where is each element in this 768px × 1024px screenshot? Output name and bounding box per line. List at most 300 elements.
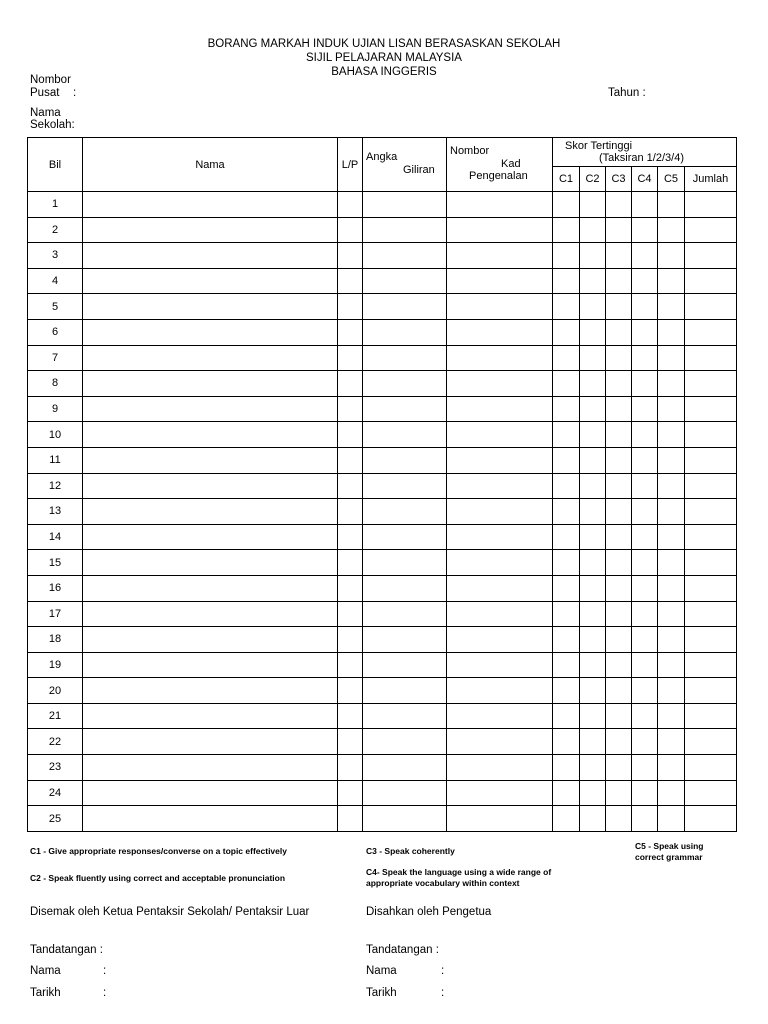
c2-cell[interactable] — [580, 447, 606, 473]
c5-cell[interactable] — [658, 524, 685, 550]
angka-giliran-cell[interactable] — [363, 192, 447, 218]
c1-cell[interactable] — [553, 371, 580, 397]
kad-pengenalan-cell[interactable] — [447, 729, 553, 755]
c3-cell[interactable] — [606, 422, 632, 448]
lp-cell[interactable] — [338, 550, 363, 576]
c5-cell[interactable] — [658, 217, 685, 243]
c1-cell[interactable] — [553, 422, 580, 448]
name-cell[interactable] — [83, 550, 338, 576]
c3-cell[interactable] — [606, 217, 632, 243]
jumlah-cell[interactable] — [685, 243, 737, 269]
row-number: 18 — [28, 627, 83, 653]
c4-cell[interactable] — [632, 371, 658, 397]
name-cell[interactable] — [83, 319, 338, 345]
lp-cell[interactable] — [338, 499, 363, 525]
row-number: 19 — [28, 652, 83, 678]
angka-giliran-cell[interactable] — [363, 755, 447, 781]
c1-cell[interactable] — [553, 473, 580, 499]
jumlah-cell[interactable] — [685, 371, 737, 397]
lp-cell[interactable] — [338, 678, 363, 704]
c3-cell[interactable] — [606, 755, 632, 781]
jumlah-cell[interactable] — [685, 652, 737, 678]
c5-cell[interactable] — [658, 319, 685, 345]
kad-pengenalan-cell[interactable] — [447, 294, 553, 320]
table-row — [28, 729, 737, 755]
lp-cell[interactable] — [338, 268, 363, 294]
lp-cell[interactable] — [338, 217, 363, 243]
c1-cell[interactable] — [553, 192, 580, 218]
c5-cell[interactable] — [658, 652, 685, 678]
jumlah-cell[interactable] — [685, 447, 737, 473]
c3-cell[interactable] — [606, 345, 632, 371]
angka-giliran-cell[interactable] — [363, 319, 447, 345]
c3-cell[interactable] — [606, 806, 632, 832]
c4-cell[interactable] — [632, 243, 658, 269]
c2-cell[interactable] — [580, 422, 606, 448]
lp-cell[interactable] — [338, 575, 363, 601]
c1-cell[interactable] — [553, 524, 580, 550]
c3-cell[interactable] — [606, 524, 632, 550]
kad-pengenalan-cell[interactable] — [447, 473, 553, 499]
c1-cell[interactable] — [553, 447, 580, 473]
jumlah-cell[interactable] — [685, 473, 737, 499]
c4-cell[interactable] — [632, 217, 658, 243]
kad-pengenalan-cell[interactable] — [447, 396, 553, 422]
jumlah-cell[interactable] — [685, 575, 737, 601]
row-number: 25 — [28, 806, 83, 832]
c1-cell[interactable] — [553, 294, 580, 320]
jumlah-cell[interactable] — [685, 422, 737, 448]
name-cell[interactable] — [83, 627, 338, 653]
name-cell[interactable] — [83, 473, 338, 499]
c5-cell[interactable] — [658, 703, 685, 729]
c2-cell[interactable] — [580, 703, 606, 729]
c3-cell[interactable] — [606, 243, 632, 269]
row-number: 22 — [28, 729, 83, 755]
row-number: 10 — [28, 422, 83, 448]
c4-cell[interactable] — [632, 192, 658, 218]
name-cell[interactable] — [83, 396, 338, 422]
c1-cell[interactable] — [553, 575, 580, 601]
kad-pengenalan-cell[interactable] — [447, 755, 553, 781]
pengenalan-label: Pengenalan — [469, 170, 528, 182]
form-title: BORANG MARKAH INDUK UJIAN LISAN BERASASKAN SEKOLAH — [207, 38, 561, 50]
c5-cell[interactable] — [658, 473, 685, 499]
right-name-colon: : — [441, 965, 445, 977]
angka-giliran-cell[interactable] — [363, 550, 447, 576]
c1-cell[interactable] — [553, 396, 580, 422]
c3-cell[interactable] — [606, 550, 632, 576]
kad-pengenalan-cell[interactable] — [447, 703, 553, 729]
right-date-colon: : — [441, 987, 445, 999]
c4-cell[interactable] — [632, 601, 658, 627]
c4-cell[interactable] — [632, 345, 658, 371]
c1-cell[interactable] — [553, 729, 580, 755]
giliran-label: Giliran — [403, 164, 435, 176]
c1-cell[interactable] — [553, 678, 580, 704]
name-cell[interactable] — [83, 243, 338, 269]
kad-pengenalan-cell[interactable] — [447, 806, 553, 832]
lp-cell[interactable] — [338, 371, 363, 397]
c5-cell[interactable] — [658, 780, 685, 806]
nombor-kad-label: Nombor — [450, 145, 490, 157]
jumlah-cell[interactable] — [685, 601, 737, 627]
c2-cell[interactable] — [580, 243, 606, 269]
c2-cell[interactable] — [580, 652, 606, 678]
lp-cell[interactable] — [338, 780, 363, 806]
c4-cell[interactable] — [632, 678, 658, 704]
name-cell[interactable] — [83, 499, 338, 525]
c3-cell[interactable] — [606, 601, 632, 627]
c3-cell[interactable] — [606, 678, 632, 704]
c5-cell[interactable] — [658, 192, 685, 218]
angka-giliran-cell[interactable] — [363, 524, 447, 550]
c2-cell[interactable] — [580, 319, 606, 345]
c4-cell[interactable] — [632, 780, 658, 806]
name-cell[interactable] — [83, 192, 338, 218]
lp-cell[interactable] — [338, 345, 363, 371]
table-row — [28, 192, 737, 218]
angka-giliran-cell[interactable] — [363, 447, 447, 473]
c5-cell[interactable] — [658, 447, 685, 473]
angka-giliran-cell[interactable] — [363, 729, 447, 755]
left-date-label: Tarikh — [30, 987, 61, 999]
angka-giliran-cell[interactable] — [363, 217, 447, 243]
kad-pengenalan-cell[interactable] — [447, 575, 553, 601]
angka-giliran-cell[interactable] — [363, 243, 447, 269]
name-cell[interactable] — [83, 217, 338, 243]
c2-cell[interactable] — [580, 806, 606, 832]
lp-cell[interactable] — [338, 755, 363, 781]
c5-cell[interactable] — [658, 729, 685, 755]
c4-cell[interactable] — [632, 652, 658, 678]
angka-giliran-cell[interactable] — [363, 806, 447, 832]
angka-giliran-cell[interactable] — [363, 652, 447, 678]
c5-cell[interactable] — [658, 755, 685, 781]
jumlah-cell[interactable] — [685, 268, 737, 294]
lp-cell[interactable] — [338, 473, 363, 499]
c3-cell[interactable] — [606, 780, 632, 806]
kad-pengenalan-cell[interactable] — [447, 243, 553, 269]
c2-cell[interactable] — [580, 780, 606, 806]
name-cell[interactable] — [83, 294, 338, 320]
jumlah-cell[interactable] — [685, 780, 737, 806]
angka-giliran-cell[interactable] — [363, 294, 447, 320]
c5-cell[interactable] — [658, 243, 685, 269]
c5-cell[interactable] — [658, 499, 685, 525]
c2-cell[interactable] — [580, 473, 606, 499]
c4-cell[interactable] — [632, 575, 658, 601]
form-subtitle: SIJIL PELAJARAN MALAYSIA — [306, 52, 462, 64]
angka-giliran-cell[interactable] — [363, 268, 447, 294]
c5-cell[interactable] — [658, 371, 685, 397]
c1-cell[interactable] — [553, 345, 580, 371]
lp-cell[interactable] — [338, 627, 363, 653]
row-number: 6 — [28, 319, 83, 345]
lp-cell[interactable] — [338, 396, 363, 422]
jumlah-cell[interactable] — [685, 396, 737, 422]
c1-cell[interactable] — [553, 550, 580, 576]
kad-pengenalan-cell[interactable] — [447, 780, 553, 806]
c1-cell[interactable] — [553, 652, 580, 678]
name-cell[interactable] — [83, 447, 338, 473]
c1-cell[interactable] — [553, 755, 580, 781]
angka-giliran-cell[interactable] — [363, 601, 447, 627]
jumlah-cell[interactable] — [685, 806, 737, 832]
c3-cell[interactable] — [606, 473, 632, 499]
c4-cell[interactable] — [632, 524, 658, 550]
c1-cell[interactable] — [553, 319, 580, 345]
angka-giliran-cell[interactable] — [363, 703, 447, 729]
c2-cell[interactable] — [580, 729, 606, 755]
criterion-c3: C3 - Speak coherently — [366, 846, 455, 856]
c4-cell[interactable] — [632, 473, 658, 499]
jumlah-cell[interactable] — [685, 627, 737, 653]
criterion-c5-line2: correct grammar — [635, 852, 703, 862]
c3-cell[interactable] — [606, 268, 632, 294]
kad-pengenalan-cell[interactable] — [447, 524, 553, 550]
lp-cell[interactable] — [338, 319, 363, 345]
c4-cell[interactable] — [632, 703, 658, 729]
c1-cell[interactable] — [553, 243, 580, 269]
c2-cell[interactable] — [580, 396, 606, 422]
c4-cell[interactable] — [632, 268, 658, 294]
lp-cell[interactable] — [338, 524, 363, 550]
c4-cell[interactable] — [632, 447, 658, 473]
row-number: 9 — [28, 396, 83, 422]
angka-giliran-cell[interactable] — [363, 575, 447, 601]
c3-cell[interactable] — [606, 499, 632, 525]
kad-pengenalan-cell[interactable] — [447, 217, 553, 243]
c2-cell[interactable] — [580, 524, 606, 550]
jumlah-cell[interactable] — [685, 294, 737, 320]
jumlah-cell[interactable] — [685, 729, 737, 755]
c4-cell[interactable] — [632, 294, 658, 320]
angka-giliran-cell[interactable] — [363, 780, 447, 806]
c4-cell[interactable] — [632, 422, 658, 448]
criterion-c4-line1: C4- Speak the language using a wide range of — [366, 867, 552, 877]
skor-title: Skor Tertinggi — [565, 140, 633, 152]
pusat-colon: : — [73, 87, 77, 99]
lp-cell[interactable] — [338, 447, 363, 473]
table-row — [28, 524, 737, 550]
c5-cell[interactable] — [658, 575, 685, 601]
c5-cell[interactable] — [658, 627, 685, 653]
c1-header: C1 — [553, 167, 580, 192]
row-number: 5 — [28, 294, 83, 320]
c2-cell[interactable] — [580, 601, 606, 627]
kad-pengenalan-cell[interactable] — [447, 371, 553, 397]
lp-cell[interactable] — [338, 192, 363, 218]
jumlah-cell[interactable] — [685, 192, 737, 218]
angka-giliran-cell[interactable] — [363, 396, 447, 422]
table-row — [28, 217, 737, 243]
c2-cell[interactable] — [580, 550, 606, 576]
c1-cell[interactable] — [553, 627, 580, 653]
table-row — [28, 345, 737, 371]
kad-pengenalan-cell[interactable] — [447, 652, 553, 678]
c1-cell[interactable] — [553, 268, 580, 294]
c2-cell[interactable] — [580, 217, 606, 243]
table-row — [28, 473, 737, 499]
lp-cell[interactable] — [338, 703, 363, 729]
angka-giliran-cell[interactable] — [363, 345, 447, 371]
name-cell[interactable] — [83, 345, 338, 371]
c3-cell[interactable] — [606, 447, 632, 473]
name-cell[interactable] — [83, 729, 338, 755]
c4-cell[interactable] — [632, 627, 658, 653]
c2-cell[interactable] — [580, 192, 606, 218]
c5-cell[interactable] — [658, 422, 685, 448]
angka-giliran-cell[interactable] — [363, 371, 447, 397]
jumlah-cell[interactable] — [685, 499, 737, 525]
angka-giliran-cell[interactable] — [363, 499, 447, 525]
kad-pengenalan-cell[interactable] — [447, 319, 553, 345]
table-row — [28, 319, 737, 345]
c2-cell[interactable] — [580, 294, 606, 320]
lp-cell[interactable] — [338, 652, 363, 678]
right-name-label: Nama — [366, 965, 397, 977]
lp-cell[interactable] — [338, 601, 363, 627]
lp-cell[interactable] — [338, 294, 363, 320]
c3-cell[interactable] — [606, 729, 632, 755]
kad-pengenalan-cell[interactable] — [447, 268, 553, 294]
c2-cell[interactable] — [580, 499, 606, 525]
c4-cell[interactable] — [632, 806, 658, 832]
c1-cell[interactable] — [553, 601, 580, 627]
kad-pengenalan-cell[interactable] — [447, 627, 553, 653]
name-cell[interactable] — [83, 371, 338, 397]
jumlah-cell[interactable] — [685, 703, 737, 729]
c1-cell[interactable] — [553, 703, 580, 729]
c5-cell[interactable] — [658, 396, 685, 422]
row-number: 20 — [28, 678, 83, 704]
lp-cell[interactable] — [338, 243, 363, 269]
row-number: 11 — [28, 447, 83, 473]
table-row — [28, 575, 737, 601]
c4-cell[interactable] — [632, 755, 658, 781]
c5-cell[interactable] — [658, 345, 685, 371]
name-cell[interactable] — [83, 422, 338, 448]
jumlah-cell[interactable] — [685, 319, 737, 345]
row-number: 24 — [28, 780, 83, 806]
c2-cell[interactable] — [580, 755, 606, 781]
c3-cell[interactable] — [606, 575, 632, 601]
left-name-label: Nama — [30, 965, 61, 977]
jumlah-cell[interactable] — [685, 524, 737, 550]
c2-cell[interactable] — [580, 345, 606, 371]
lp-cell[interactable] — [338, 806, 363, 832]
jumlah-cell[interactable] — [685, 550, 737, 576]
name-cell[interactable] — [83, 806, 338, 832]
c3-cell[interactable] — [606, 703, 632, 729]
c2-cell[interactable] — [580, 627, 606, 653]
angka-giliran-cell[interactable] — [363, 678, 447, 704]
table-row — [28, 447, 737, 473]
kad-pengenalan-cell[interactable] — [447, 192, 553, 218]
angka-giliran-cell[interactable] — [363, 627, 447, 653]
jumlah-cell[interactable] — [685, 755, 737, 781]
name-cell[interactable] — [83, 268, 338, 294]
c2-header: C2 — [580, 167, 606, 192]
table-row — [28, 371, 737, 397]
kad-pengenalan-cell[interactable] — [447, 499, 553, 525]
name-cell[interactable] — [83, 524, 338, 550]
nombor-label: Nombor — [30, 74, 71, 86]
c3-cell[interactable] — [606, 371, 632, 397]
row-number: 12 — [28, 473, 83, 499]
left-name-colon: : — [103, 965, 107, 977]
c5-cell[interactable] — [658, 601, 685, 627]
c1-cell[interactable] — [553, 217, 580, 243]
c4-cell[interactable] — [632, 729, 658, 755]
c2-cell[interactable] — [580, 678, 606, 704]
kad-pengenalan-cell[interactable] — [447, 601, 553, 627]
c4-cell[interactable] — [632, 499, 658, 525]
lp-cell[interactable] — [338, 729, 363, 755]
c5-cell[interactable] — [658, 678, 685, 704]
jumlah-cell[interactable] — [685, 345, 737, 371]
c5-header: C5 — [658, 167, 685, 192]
c2-cell[interactable] — [580, 371, 606, 397]
name-cell[interactable] — [83, 652, 338, 678]
c4-cell[interactable] — [632, 319, 658, 345]
tahun-label: Tahun : — [608, 87, 646, 99]
c4-cell[interactable] — [632, 396, 658, 422]
c5-cell[interactable] — [658, 268, 685, 294]
kad-pengenalan-cell[interactable] — [447, 422, 553, 448]
row-number: 16 — [28, 575, 83, 601]
criterion-c2: C2 - Speak fluently using correct and acceptable pronunciation — [30, 873, 286, 883]
kad-pengenalan-cell[interactable] — [447, 550, 553, 576]
c1-cell[interactable] — [553, 780, 580, 806]
c1-cell[interactable] — [553, 499, 580, 525]
jumlah-cell[interactable] — [685, 217, 737, 243]
c3-cell[interactable] — [606, 294, 632, 320]
row-number: 4 — [28, 268, 83, 294]
c5-cell[interactable] — [658, 550, 685, 576]
c3-cell[interactable] — [606, 627, 632, 653]
name-cell[interactable] — [83, 703, 338, 729]
lp-cell[interactable] — [338, 422, 363, 448]
c2-cell[interactable] — [580, 268, 606, 294]
jumlah-cell[interactable] — [685, 678, 737, 704]
form-subject: BAHASA INGGERIS — [331, 66, 437, 78]
name-cell[interactable] — [83, 755, 338, 781]
c3-cell[interactable] — [606, 652, 632, 678]
table-row — [28, 422, 737, 448]
c4-cell[interactable] — [632, 550, 658, 576]
angka-giliran-cell[interactable] — [363, 422, 447, 448]
name-cell[interactable] — [83, 678, 338, 704]
c1-cell[interactable] — [553, 806, 580, 832]
kad-pengenalan-cell[interactable] — [447, 678, 553, 704]
kad-pengenalan-cell[interactable] — [447, 345, 553, 371]
kad-pengenalan-cell[interactable] — [447, 447, 553, 473]
c3-cell[interactable] — [606, 192, 632, 218]
name-cell[interactable] — [83, 575, 338, 601]
name-cell[interactable] — [83, 601, 338, 627]
nama-sekolah-label-2: Sekolah: — [30, 119, 75, 131]
nama-sekolah-label-1: Nama — [30, 107, 61, 119]
c5-cell[interactable] — [658, 806, 685, 832]
name-cell[interactable] — [83, 780, 338, 806]
angka-giliran-cell[interactable] — [363, 473, 447, 499]
c2-cell[interactable] — [580, 575, 606, 601]
c3-cell[interactable] — [606, 319, 632, 345]
c5-cell[interactable] — [658, 294, 685, 320]
c3-cell[interactable] — [606, 396, 632, 422]
